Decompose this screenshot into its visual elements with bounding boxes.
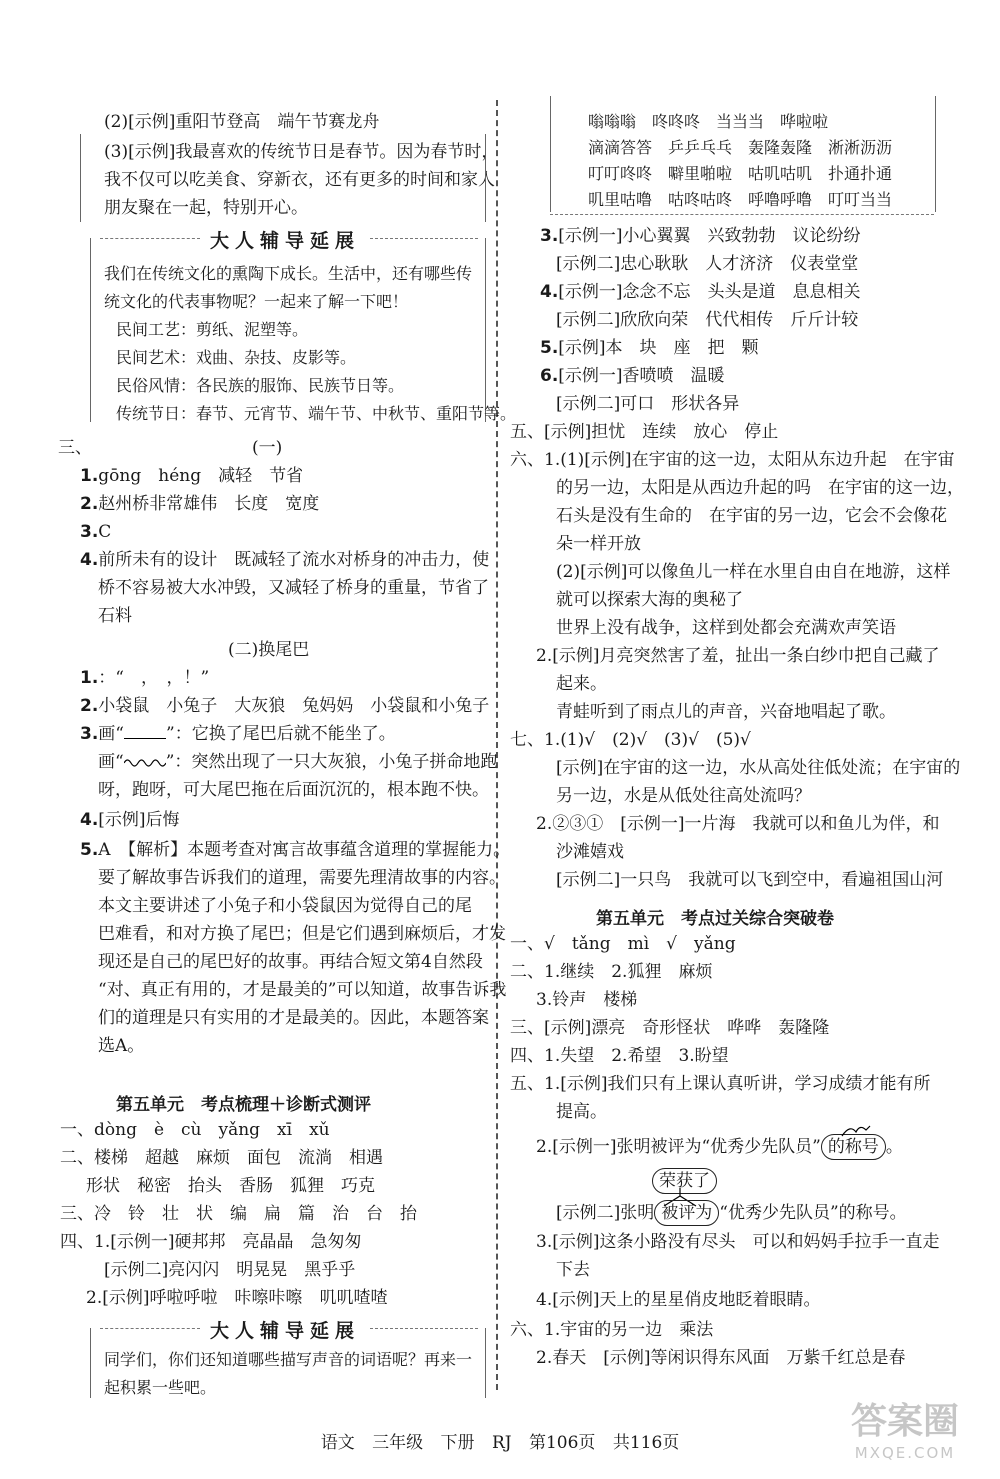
text-line: [示例二]一只鸟 我就可以飞到空中，看遍祖国山河: [556, 870, 944, 890]
watermark-logo: [810, 1400, 1000, 1476]
text-line: 我们在传统文化的熏陶下成长。生活中，还有哪些传: [104, 264, 473, 283]
answer-text: gōng héng 减轻 节省: [98, 466, 304, 486]
insert-word: 荣获了: [652, 1168, 717, 1194]
text-line: 我不仅可以吃美食、穿新衣，还有更多的时间和家人: [104, 170, 495, 190]
subsection-title: (二)换尾巴: [228, 640, 310, 660]
text-line: 二、楼梯 超越 麻烦 面包 流淌 相遇: [60, 1148, 383, 1168]
text-line: (2)[示例]可以像鱼儿一样在水里自由自在地游，这样: [556, 562, 951, 582]
text-line: 呀，跑呀，可大尾巴拖在后面沉沉的，根本跑不快。: [98, 780, 489, 800]
text-line: 四、1.[示例一]硬邦邦 亮晶晶 急匆匆: [60, 1232, 362, 1252]
text-line: 世界上没有战争，这样到处都会充满欢声笑语: [556, 618, 896, 638]
text-line: [示例]在宇宙的这一边，水从高处往低处流；在宇宙的: [556, 758, 961, 778]
text-line: 民俗风情：各民族的服饰、民族节日等。: [116, 376, 405, 395]
text-line: 2.②③① [示例一]一片海 我就可以和鱼儿为伴，和: [536, 814, 940, 834]
text-line: 3.铃声 楼梯: [536, 990, 638, 1010]
question-number: 3.: [80, 724, 99, 744]
text-line: 2.[示例]月亮突然害了羞，扯出一条白纱巾把自己藏了: [536, 646, 940, 666]
straight-underline-mark: [124, 724, 166, 739]
text-line: 叽里咕噜 咕咚咕咚 呼噜呼噜 叮叮当当: [588, 190, 893, 209]
answer-text: [示例]后悔: [98, 810, 180, 830]
question-number: 4.: [80, 550, 99, 570]
text-line: 巴难看，和对方换了尾巴；但是它们遇到麻烦后，才发: [98, 924, 506, 944]
text-line: 2.春天 [示例]等闲识得东风面 万紫千红总是春: [536, 1348, 906, 1368]
text-line: 三、[示例]漂亮 奇形怪状 哗哗 轰隆隆: [510, 1018, 830, 1038]
text-line: 起积累一些吧。: [104, 1378, 217, 1397]
text-line: 三、冷 铃 壮 状 编 扁 篇 治 台 抬: [60, 1204, 417, 1224]
text-line: [示例二]亮闪闪 明晃晃 黑乎乎: [104, 1260, 356, 1280]
answer-text: C: [98, 522, 112, 542]
answer-text: [示例]本 块 座 把 颗: [558, 338, 759, 358]
answer-text: 。: [885, 1137, 903, 1157]
answer-text: 小袋鼠 小兔子 大灰狼 兔妈妈 小袋鼠和小兔子: [98, 696, 490, 716]
text-line: 就可以探索大海的奥秘了: [556, 590, 743, 610]
watermark-text: 答案圈: [850, 1401, 959, 1442]
section-label: 三、: [58, 438, 92, 458]
question-number: 2.: [80, 494, 99, 514]
footer-page: 第106页: [528, 1433, 596, 1453]
section-title: 大人辅导延展: [209, 1320, 360, 1342]
text-line: 传统节日：春节、元宵节、端午节、中秋节、重阳节等。: [116, 404, 517, 423]
question-number: 3.: [540, 226, 559, 246]
answer-text: 画“: [98, 724, 124, 744]
text-line: 另一边，水是从低处往高处流吗？: [556, 786, 811, 806]
text-line: 现还是自己的尾巴好的故事。再结合短文第4自然段: [98, 952, 483, 972]
footer-subject: 语文: [320, 1433, 355, 1453]
answer-text: [示例二]张明: [556, 1203, 655, 1223]
answer-text: 2.[示例一]张明被评为“优秀少先队员”: [536, 1137, 821, 1157]
text-line: 统文化的代表事物呢？一起来了解一下吧！: [104, 292, 409, 311]
answer-box-frame: [80, 134, 486, 222]
divider-line: [550, 214, 934, 215]
watermark-url: MXQE.COM: [854, 1444, 956, 1462]
answer-text: ：“ ， ，！”: [98, 668, 210, 688]
question-number: 6.: [540, 366, 559, 386]
question-number: 3.: [80, 522, 99, 542]
question-number: 5.: [540, 338, 559, 358]
footer-term: 下册: [440, 1433, 475, 1453]
text-line: 一、dòng è cù yǎng xī xǔ: [60, 1120, 330, 1140]
text-line: [示例二]欣欣向荣 代代相传 斤斤计较: [556, 310, 859, 330]
footer-total: 共116页: [612, 1433, 680, 1453]
text-line: 2.[示例]呼啦呼啦 咔嚓咔嚓 叽叽喳喳: [86, 1288, 388, 1308]
text-line: (3)[示例]我最喜欢的传统节日是春节。因为春节时，: [104, 142, 499, 162]
text-line: 本文主要讲述了小兔子和小袋鼠因为觉得自己的尾: [98, 896, 472, 916]
text-line: 要了解故事告诉我们的道理，需要先理清故事的内容。: [98, 868, 506, 888]
text-line: 五、[示例]担忧 连续 放心 停止: [510, 422, 779, 442]
text-line: 五、1.[示例]我们只有上课认真听讲，学习成绩才能有所: [510, 1074, 931, 1094]
text-line: “对、真正有用的，才是最美的”可以知道，故事告诉我: [98, 980, 507, 1000]
answer-text: 赵州桥非常雄伟 长度 宽度: [98, 494, 320, 514]
text-line: 朵一样开放: [556, 534, 641, 554]
text-line: 叮叮咚咚 噼里啪啦 咕叽咕叽 扑通扑通: [588, 164, 893, 183]
unit-title: 第五单元 考点过关综合突破卷: [596, 909, 834, 929]
text-line: 滴滴答答 乒乒乓乓 轰隆轰隆 淅淅沥沥: [588, 138, 893, 157]
answer-text: ”：突然出现了一只大灰狼，小兔子拼命地跑: [165, 752, 498, 772]
text-line: 桥不容易被大水冲毁，又减轻了桥身的重量，节省了: [98, 578, 489, 598]
answer-text: [示例一]小心翼翼 兴致勃勃 议论纷纷: [558, 226, 861, 246]
text-line: 起来。: [556, 674, 607, 694]
text-line: 们的道理是只有实用的才是最美的。因此，本题答案: [98, 1008, 489, 1028]
column-divider: [496, 100, 498, 1390]
text-line: [示例二]忠心耿耿 人才济济 仪表堂堂: [556, 254, 859, 274]
answer-text: [示例一]念念不忘 头头是道 息息相关: [558, 282, 861, 302]
deletion-mark-icon: [840, 1122, 874, 1138]
text-line: 六、1.宇宙的另一边 乘法: [510, 1320, 714, 1340]
text-line: 民间工艺：剪纸、泥塑等。: [116, 320, 309, 339]
text-line: 七、1.(1)√ (2)√ (3)√ (5)√: [510, 730, 751, 750]
footer-grade: 三年级: [372, 1433, 424, 1453]
question-number: 1.: [80, 466, 99, 486]
wavy-underline-mark: [124, 757, 166, 767]
text-line: 二、1.继续 2.狐狸 麻烦: [510, 962, 713, 982]
answer-text: [示例一]香喷喷 温暖: [558, 366, 725, 386]
subsection-title: (一): [252, 438, 283, 458]
answer-text: 前所未有的设计 既减轻了流水对桥身的冲击力，使: [98, 550, 490, 570]
unit-title: 第五单元 考点梳理＋诊断式测评: [116, 1095, 371, 1115]
question-number: 5.: [80, 840, 99, 860]
answer-text: ”：它换了尾巴后就不能坐了。: [166, 724, 396, 744]
text-line: 石料: [98, 606, 132, 626]
text-line: 四、1.失望 2.希望 3.盼望: [510, 1046, 729, 1066]
text-line: 下去: [556, 1260, 590, 1280]
circled-word: 被评为: [654, 1200, 719, 1226]
text-line: 提高。: [556, 1102, 607, 1122]
circled-word: 的称号: [821, 1134, 886, 1160]
text-line: 沙滩嬉戏: [556, 842, 624, 862]
question-number: 2.: [80, 696, 99, 716]
text-line: 的另一边，太阳是从西边升起的吗 在宇宙的这一边，: [556, 478, 964, 498]
question-number: 4.: [80, 810, 99, 830]
text-line: 一、√ tǎng mì √ yǎng: [510, 934, 736, 954]
question-number: 4.: [540, 282, 559, 302]
text-line: 青蛙听到了雨点儿的声音，兴奋地唱起了歌。: [556, 702, 896, 722]
text-line: 六、1.(1)[示例]在宇宙的这一边，太阳从东边升起 在宇宙: [510, 450, 955, 470]
text-line: 民间艺术：戏曲、杂技、皮影等。: [116, 348, 357, 367]
text-line: 石头是没有生命的 在宇宙的另一边，它会不会像花: [556, 506, 947, 526]
footer-edition: RJ: [491, 1433, 512, 1453]
text-line: 嗡嗡嗡 咚咚咚 当当当 哗啦啦: [588, 112, 829, 131]
answer-text: “优秀少先队员”的称号。: [719, 1203, 907, 1223]
section-title: 大人辅导延展: [209, 230, 360, 252]
text-line: 朋友聚在一起，特别开心。: [104, 198, 308, 218]
answer-text: A 【解析】本题考查对寓言故事蕴含道理的掌握能力。: [98, 840, 511, 860]
text-line: 选A。: [98, 1036, 145, 1056]
answer-text: 画“: [98, 752, 124, 772]
text-line: 4.[示例]天上的星星俏皮地眨着眼睛。: [536, 1290, 821, 1310]
text-line: 同学们，你们还知道哪些描写声音的词语呢？再来一: [104, 1350, 473, 1369]
text-line: 形状 秘密 抬头 香肠 狐狸 巧克: [86, 1176, 375, 1196]
question-number: 1.: [80, 668, 99, 688]
text-line: 3.[示例]这条小路没有尽头 可以和妈妈手拉手一直走: [536, 1232, 940, 1252]
text-line: (2)[示例]重阳节登高 端午节赛龙舟: [104, 112, 380, 132]
text-line: [示例二]可口 形状各异: [556, 394, 740, 414]
